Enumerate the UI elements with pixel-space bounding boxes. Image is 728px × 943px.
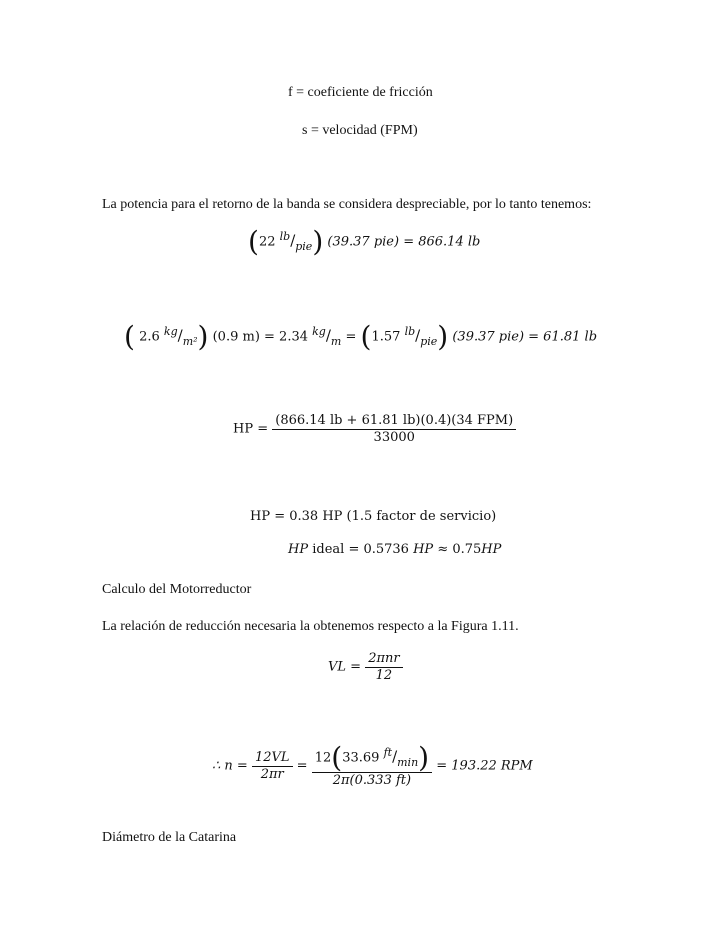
equation-material-load: ( 2.6 $^{kg}/_{m^2}$) (0.9 m) = 2.34 $^{kg}/_m = (1.57$ $^{lb}/_{pie}$) (39.37 pie) = 61.81 lb: [124, 320, 598, 353]
paragraph-reduction-ratio: La relación de reducción necesaria la obtenemos respecto a la Figura 1.11.: [102, 619, 519, 634]
paragraph-return-power: La potencia para el retorno de la banda se considera despreciable, por lo tanto tenemos:: [102, 197, 592, 212]
definition-s: s = velocidad (FPM): [302, 123, 418, 138]
equation-hp: HP = $\frac{\text{(866.14 lb + 61.81 lb)(0.4)(34 FPM)}}{33000}$: [233, 413, 516, 446]
equation-hp-service: HP = 0.38 HP (1.5 factor de servicio): [250, 509, 497, 524]
heading-catarina: Diámetro de la Catarina: [102, 830, 237, 845]
equation-vl: VL = $\frac{\text{2πnr}}{12}$: [328, 651, 403, 684]
equation-belt-load: (22 $^{lb}/_{pie}$) (39.37 pie) = 866.14 lb: [248, 225, 481, 258]
equation-hp-ideal: HP ideal = 0.5736 HP ≈ 0.75HP: [288, 542, 502, 557]
equation-rpm: ∴ n = $\frac{12VL}{2\pi r}$ = $\frac{12(33.69 ^{ft}/_{min})}{2\pi(0.333 ft)}$ = 193.22 RPM: [212, 741, 533, 788]
definition-f: f = coeficiente de fricción: [288, 85, 433, 100]
heading-motorreductor: Calculo del Motorreductor: [102, 582, 252, 597]
